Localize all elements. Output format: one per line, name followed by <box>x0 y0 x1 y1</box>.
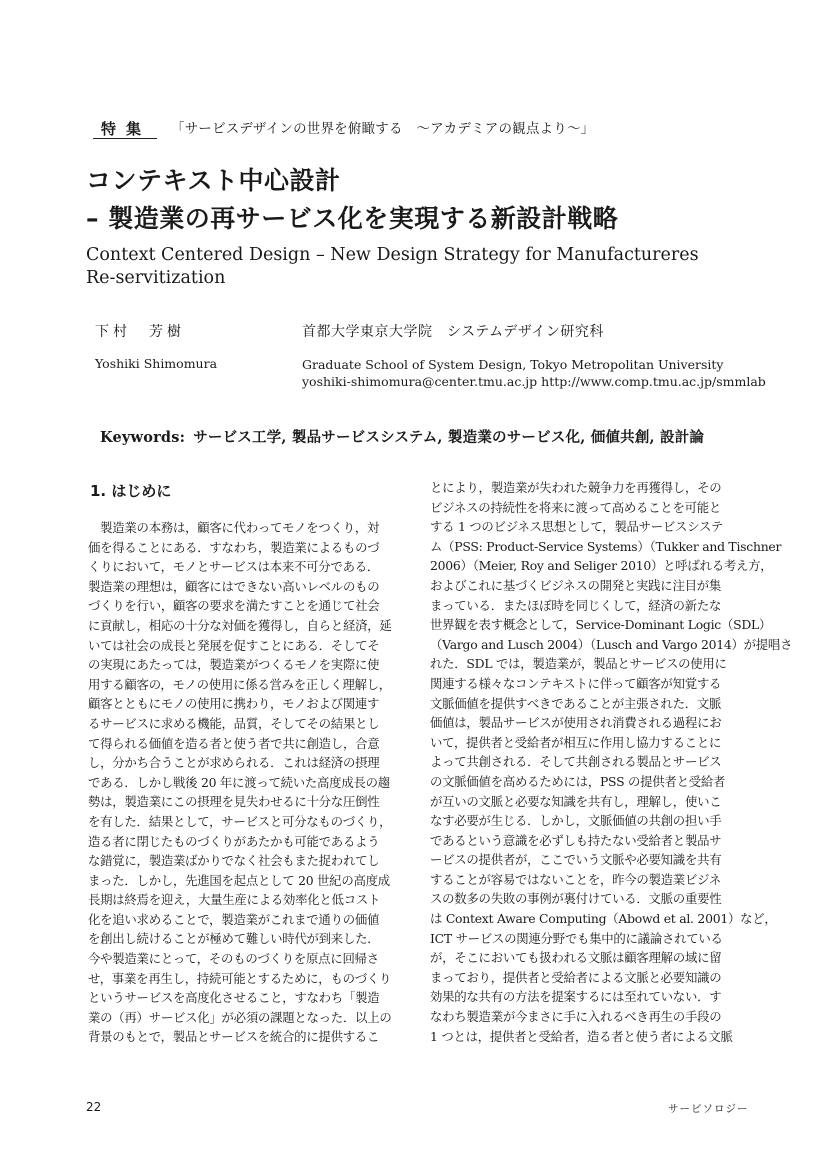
body-text-line: ICT サービスの関連分野でも集中的に議論されている <box>430 930 723 946</box>
keywords-text: サービス工学, 製品サービスシステム, 製造業のサービス化, 価値共創, 設計論 <box>193 429 705 446</box>
body-text-line: は Context Aware Computing（Abowd et al. 2001）など， <box>430 911 777 927</box>
body-text-line: 価値は，製品サービスが使用され消費される過程にお <box>430 715 722 731</box>
feature-label: 特集 <box>93 119 157 139</box>
body-text-line: およびこれに基づくビジネスの開発と実践に注目が集 <box>430 577 722 593</box>
author-affiliation-jp: 首都大学東京大学院 システムデザイン研究科 <box>302 324 604 340</box>
title-en <box>86 244 726 290</box>
body-text-line: 用する顧客の，モノの使用に係る営みを正しく理解し， <box>88 676 391 692</box>
body-text-line: 背景のもとで，製品とサービスを統合的に提供するこ <box>88 1029 380 1045</box>
feature-title: 「サービスデザインの世界を俯瞰する 〜アカデミアの観点より〜」 <box>171 121 595 137</box>
body-text-line: いては社会の成長と発展を促すことにある．そしてそ <box>88 637 380 653</box>
body-text-line: が，そこにおいても扱われる文脈は顧客理解の域に留 <box>430 950 722 966</box>
body-text-line: を有した．結果として，サービスと可分なものづくり， <box>88 813 392 829</box>
title-en-line1: Context Centered Design – New Design Strategy for Manufactureres <box>86 245 699 265</box>
section-heading: 1. はじめに <box>90 482 172 500</box>
body-text-line: なわち製造業が今まさに手に入れるべき再生の手段の <box>430 1009 722 1025</box>
body-text-line: づくりを行い，顧客の要求を満たすことを通じて社会 <box>88 598 380 614</box>
body-text-line: 効果的な共有の方法を提案するには至れていない．す <box>430 989 722 1005</box>
body-text-line: 勢は，製造業にこの摂理を見失わせるに十分な圧倒性 <box>88 794 380 810</box>
body-text-line: なす必要が生じる．しかし，文脈価値の共創の担い手 <box>430 813 722 829</box>
title-en-line2: Re-servitization <box>86 268 226 288</box>
body-column-right <box>430 478 793 1046</box>
body-text-line: 化を追い求めることで，製造業がこれまで通りの価値 <box>88 911 380 927</box>
body-text-line: することが容易ではないことを，昨今の製造業ビジネ <box>430 871 722 887</box>
body-text-line: くりにおいて，モノとサービスは本来不可分である． <box>88 559 380 575</box>
body-text-line: まっている．またほぼ時を同じくして，経済の新たな <box>430 597 722 613</box>
body-text-line: 業の（再）サービス化」が必須の課題となった．以上の <box>88 1009 392 1025</box>
author-affiliation-en <box>302 356 766 390</box>
body-text-line: 製造業の本務は，顧客に代わってモノをつくり，対 <box>88 520 380 535</box>
author-name-jp: 下村 芳樹 <box>95 324 185 340</box>
body-text-line: が互いの文脈と必要な知識を共有し，理解し，使いこ <box>430 793 722 809</box>
body-text-line: いて，提供者と受給者が相互に作用し協力することに <box>430 734 722 750</box>
body-text-line: を創出し続けることが極めて難しい時代が到来した． <box>88 931 380 947</box>
author-name-en: Yoshiki Shimomura <box>95 356 218 371</box>
body-text-line: まっており，提供者と受給者による文脈と必要知識の <box>430 969 722 985</box>
affiliation-en-text: Graduate School of System Design, Tokyo Metropolitan University <box>302 357 724 372</box>
body-column-left <box>88 518 404 1047</box>
body-text-line: ビジネスの持続性を将来に渡って高めることを可能と <box>430 499 722 515</box>
body-text-line: とにより，製造業が失われた競争力を再獲得し，その <box>430 480 722 495</box>
keywords <box>100 426 704 447</box>
body-text-line: 今や製造業にとって，そのものづくりを原点に回帰さ <box>88 951 379 967</box>
body-text-line: 文脈価値を提供すべきであることが主張された．文脈 <box>430 695 722 711</box>
body-text-line: 1 つとは，提供者と受給者，造る者と使う者による文脈 <box>430 1028 733 1044</box>
body-text-line: （Vargo and Lusch 2004）（Lusch and Vargo 2014）が提唱さ <box>430 636 793 652</box>
body-text-line: よって共創される．そして共創される製品とサービス <box>430 754 722 770</box>
body-text-line: ム（PSS: Product-Service Systems）（Tukker and Tischner <box>430 538 782 554</box>
body-text-line: るサービスに求める機能，品質，そしてその結果とし <box>88 715 380 731</box>
body-text-line: せ，事業を再生し，持続可能とするために，ものづくり <box>88 970 392 986</box>
body-text-line: の文脈価値を高めるためには，PSS の提供者と受給者 <box>430 773 726 789</box>
body-text-line: スの数多の失敗の事例が裏付けている．文脈の重要性 <box>430 891 722 907</box>
keywords-label: Keywords: <box>100 429 186 446</box>
journal-name: サービソロジー <box>668 1103 749 1115</box>
body-text-line: に貢献し，相応の十分な対価を獲得し，自らと経済，延 <box>88 617 392 633</box>
body-text-line: 価を得ることにある．すなわち，製造業によるものづ <box>88 539 380 555</box>
body-text-line: 関連する様々なコンテキストに伴って顧客が知覚する <box>430 675 722 691</box>
body-text-line: というサービスを高度化させること，すなわち「製造 <box>88 990 380 1006</box>
body-text-line: まった．しかし，先進国を起点として 20 世紀の高度成 <box>88 872 390 888</box>
body-text-line: な錯覚に，製造業ばかりでなく社会もまた捉われてし <box>88 853 380 869</box>
body-text-line: である．しかし戦後 20 年に渡って続いた高度成長の趨 <box>88 774 390 790</box>
body-text-line: の実現にあたっては，製造業がつくるモノを実際に使 <box>88 657 380 673</box>
body-text-line: する 1 つのビジネス思想として，製品サービスシステ <box>430 519 724 535</box>
title-jp-line2: – 製造業の再サービス化を実現する新設計戦略 <box>86 204 619 233</box>
author-contact: yoshiki-shimomura@center.tmu.ac.jp http://www.comp.tmu.ac.jp/smmlab <box>302 374 766 389</box>
body-text-line: 2006）（Meier, Roy and Seliger 2010）と呼ばれる考え方， <box>430 558 773 574</box>
body-text-line: し，分かち合うことが求められる．これは経済の摂理 <box>88 755 380 771</box>
body-text-line: 世界観を表す概念として，Service-Dominant Logic（SDL） <box>430 617 772 633</box>
body-text-line: 長期は終焉を迎え，大量生産による効率化と低コスト <box>88 892 381 908</box>
body-text-line: 造る者に閉じたものづくりがあたかも可能であるよう <box>88 833 380 849</box>
body-text-line: て得られる価値を造る者と使う者で共に創造し，合意 <box>88 735 380 751</box>
body-text-line: ービスの提供者が，ここでいう文脈や必要知識を共有 <box>430 852 722 868</box>
title-jp-line1: コンテキスト中心設計 <box>86 166 341 195</box>
body-text-line: であるという意識を必ずしも持たない受給者と製品サ <box>430 832 722 848</box>
page-number: 22 <box>86 1100 102 1114</box>
body-text-line: 顧客とともにモノの使用に携わり，モノおよび関連す <box>88 696 380 712</box>
title-jp <box>86 162 618 238</box>
body-text-line: れた．SDL では，製造業が，製品とサービスの使用に <box>430 656 727 672</box>
body-text-line: 製造業の理想は，顧客にはできない高いレベルのもの <box>88 578 380 594</box>
